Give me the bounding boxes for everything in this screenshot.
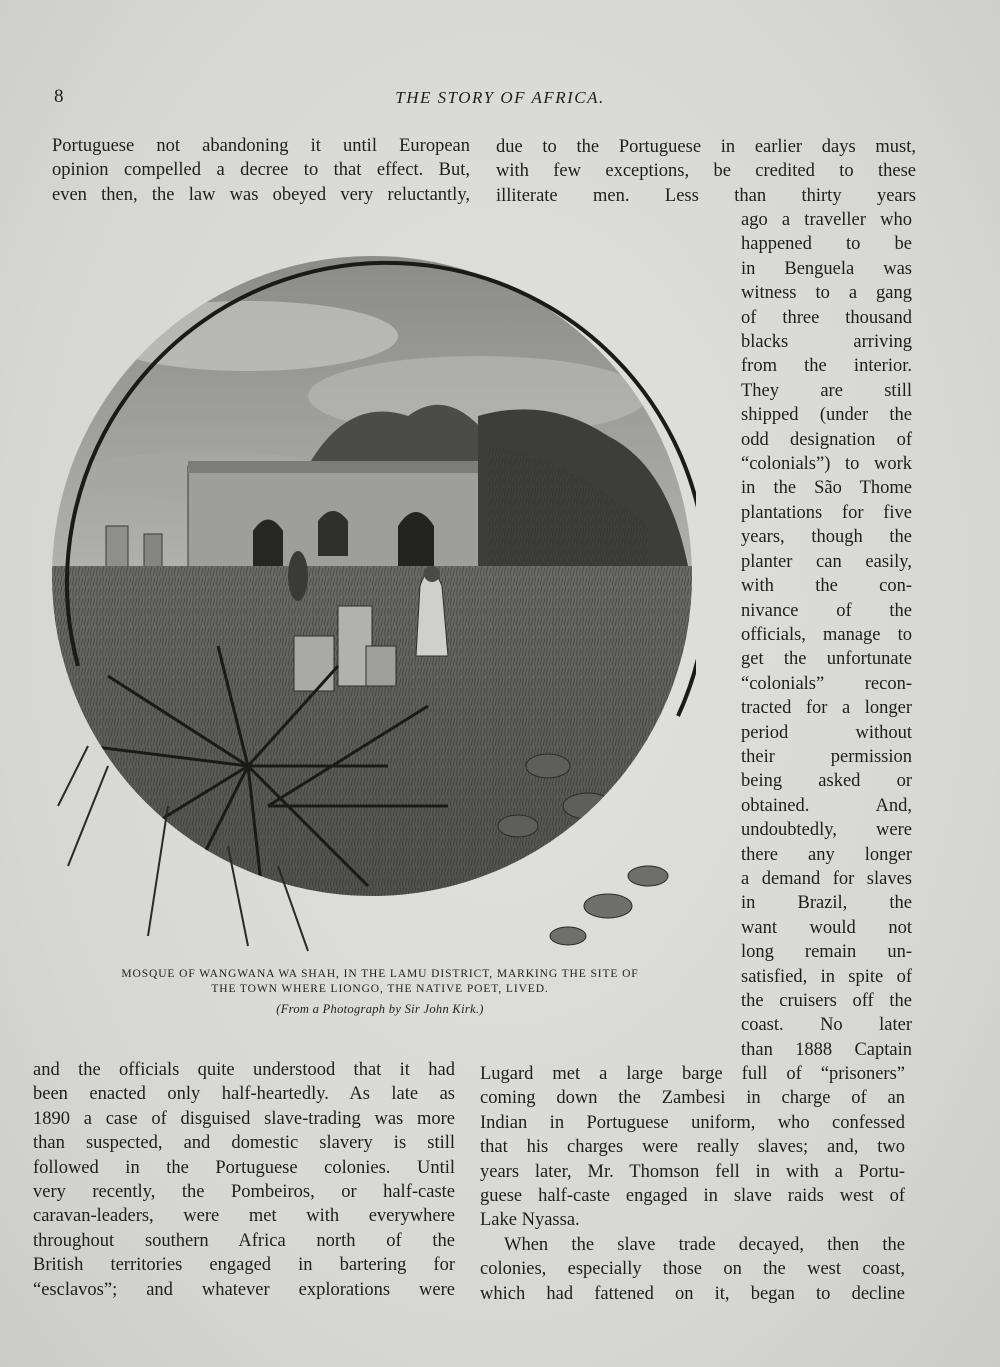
text-line: They are still <box>741 380 912 401</box>
text-line: Indian in Portuguese uniform, who confessed <box>480 1112 905 1133</box>
text-line: obtained. And, <box>741 795 912 816</box>
engraving-image <box>48 246 696 960</box>
running-title: THE STORY OF AFRICA. <box>395 88 605 107</box>
text-line: very recently, the Pombeiros, or half-caste <box>33 1182 455 1203</box>
text-line: coming down the Zambesi in charge of an <box>480 1088 905 1109</box>
text-line: “colonials”) to work <box>741 454 912 475</box>
photo-credit: (From a Photograph by Sir John Kirk.) <box>276 1002 484 1016</box>
text-line: their permission <box>741 746 912 767</box>
text-line: Portuguese not abandoning it until European <box>52 136 470 156</box>
text-line: the cruisers off the <box>741 991 912 1011</box>
text-line: shipped (under the <box>741 405 912 426</box>
text-line: even then, the law was obeyed very reluctantly, <box>52 184 470 205</box>
text-line: plantations for five <box>741 502 912 523</box>
text-line: period without <box>741 722 912 743</box>
text-line: than suspected, and domestic slavery is still <box>33 1133 455 1154</box>
text-line: long remain un- <box>741 942 912 963</box>
text-line: guese half-caste engaged in slave raids west of <box>480 1186 905 1207</box>
text-line: there any longer <box>741 844 912 865</box>
text-line: in Benguela was <box>741 258 912 279</box>
text-line: with the con- <box>741 576 912 597</box>
text-line: blacks arriving <box>741 332 912 353</box>
text-line: being asked or <box>741 771 912 792</box>
text-line: Lugard met a large barge full of “prisoners” <box>480 1064 905 1084</box>
text-line: “colonials” recon- <box>741 673 912 694</box>
text-line: caravan-leaders, were met with everywhere <box>33 1206 455 1227</box>
caption-line: MOSQUE OF WANGWANA WA SHAH, IN THE LAMU DISTRICT, MARKING THE SITE OF <box>121 968 639 980</box>
text-line: happened to be <box>741 234 912 255</box>
text-line: with few exceptions, be credited to these <box>496 161 916 182</box>
bottom-left-paragraph <box>33 1058 455 1302</box>
text-line: which had fattened on it, began to decline <box>480 1283 905 1304</box>
text-line: due to the Portuguese in earlier days must, <box>496 137 916 157</box>
page-number: 8 <box>54 86 64 107</box>
text-line: opinion compelled a decree to that effect. But, <box>52 160 470 181</box>
text-line: get the unfortunate <box>741 649 912 670</box>
right-column-text <box>741 208 912 1062</box>
text-line: of three thousand <box>741 307 912 328</box>
text-line: want would not <box>741 917 912 938</box>
text-line: a demand for slaves <box>741 868 912 889</box>
bottom-right-paragraph-2 <box>480 1233 905 1306</box>
text-line: When the slave trade decayed, then the <box>504 1235 905 1255</box>
text-line: throughout southern Africa north of the <box>33 1230 455 1251</box>
text-line: odd designation of <box>741 429 912 450</box>
text-line: ago a traveller who <box>741 210 912 230</box>
text-line: witness to a gang <box>741 283 912 304</box>
text-line: and the officials quite understood that it had <box>33 1060 455 1080</box>
text-line: that his charges were really slaves; and, two <box>480 1137 905 1158</box>
text-line: in Brazil, the <box>741 893 912 914</box>
text-line: Lake Nyassa. <box>480 1210 580 1231</box>
text-line: in the São Thome <box>741 478 912 499</box>
text-line: years later, Mr. Thomson fell in with a Portu- <box>480 1161 905 1182</box>
text-line: nivance of the <box>741 600 912 621</box>
text-line: satisfied, in spite of <box>741 966 912 987</box>
text-line: 1890 a case of disguised slave-trading was more <box>33 1108 455 1129</box>
text-line: years, though the <box>741 527 912 548</box>
text-line: planter can easily, <box>741 551 912 572</box>
text-line: illiterate men. Less than thirty years <box>496 185 916 206</box>
text-line: undoubtedly, were <box>741 820 912 841</box>
bottom-right-paragraph <box>480 1062 905 1233</box>
text-line: officials, manage to <box>741 624 912 645</box>
text-line: coast. No later <box>741 1015 912 1036</box>
text-line: “esclavos”; and whatever explorations were <box>33 1279 455 1300</box>
text-line: followed in the Portuguese colonies. Until <box>33 1157 455 1178</box>
text-line: tracted for a longer <box>741 698 912 719</box>
top-right-paragraph <box>496 135 916 208</box>
caption-line: THE TOWN WHERE LIONGO, THE NATIVE POET, LIVED. <box>211 983 549 995</box>
text-line: been enacted only half-heartedly. As late as <box>33 1084 455 1105</box>
illustration-caption <box>40 967 720 1017</box>
text-line: than 1888 Captain <box>741 1039 912 1060</box>
top-left-paragraph <box>52 134 470 207</box>
mosque-illustration <box>48 246 696 960</box>
text-line: British territories engaged in bartering for <box>33 1255 455 1276</box>
text-line: from the interior. <box>741 356 912 377</box>
text-line: colonies, especially those on the west coast, <box>480 1259 905 1280</box>
